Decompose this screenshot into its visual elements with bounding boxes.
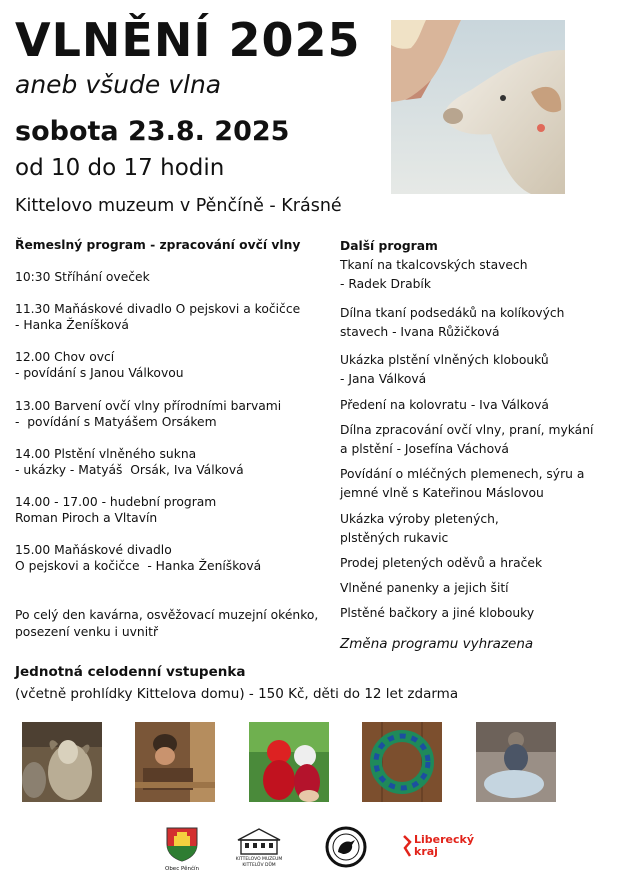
- other-item-podsedaky: Dílna tkaní podsedáků na kolíkových: [340, 306, 565, 320]
- kittelovo-muzeum-label: KITTELOVO MUZEUM: [235, 857, 283, 862]
- program-item-divadlo-1500-person: O pejskovi a kočičce - Hanka Ženíšková: [15, 559, 262, 573]
- other-item-povidani: Povídání o mléčných plemenech, sýru a: [340, 467, 585, 481]
- other-item-dilna-vlna-person: a plstění - Josefína Váchová: [340, 442, 509, 456]
- event-hours: od 10 do 17 hodin: [15, 155, 225, 181]
- crafts-program-column: [15, 0, 335, 660]
- photo-weaving-loom: [135, 722, 215, 802]
- program-item-barveni-person: - povídání s Matyášem Orsákem: [15, 415, 217, 429]
- other-program-heading: Další program: [340, 239, 438, 253]
- other-item-dilna-vlna: Dílna zpracování ovčí vlny, praní, mykání: [340, 423, 594, 437]
- other-item-povidani-person: jemné vlně s Kateřinou Máslovou: [340, 486, 544, 500]
- program-item-divadlo-1130: 11.30 Maňáskové divadlo O pejskovi a kočičce: [15, 302, 301, 316]
- other-item-klobouky: Ukázka plstění vlněných klobouků: [340, 353, 549, 367]
- photo-felting-wool: [476, 722, 556, 802]
- other-item-prodej: Prodej pletených oděvů a hraček: [340, 556, 543, 570]
- program-item-plsteni-person: - ukázky - Matyáš Orsák, Iva Válková: [15, 463, 244, 477]
- event-date: sobota 23.8. 2025: [15, 116, 290, 147]
- cafe-note-line-1: Po celý den kavárna, osvěžovací muzejní okénko,: [15, 608, 319, 622]
- other-item-predeni: Předení na kolovratu - Iva Válková: [340, 398, 549, 412]
- program-item-divadlo-1130-person: - Hanka Ženíšková: [15, 318, 129, 332]
- program-item-hudba-performer: Roman Piroch a Vltavín: [15, 511, 158, 525]
- kraj-mark-icon: [402, 834, 412, 858]
- kittelovo-muzeum-logo: [236, 826, 282, 856]
- program-item-stihani: 10:30 Stříhání oveček: [15, 270, 150, 284]
- other-item-rukavice: Ukázka výroby pletených,: [340, 512, 499, 526]
- program-item-divadlo-1500: 15.00 Maňáskové divadlo: [15, 543, 172, 557]
- program-item-chov-ovci: 12.00 Chov ovcí: [15, 350, 115, 364]
- round-raven-emblem: [325, 826, 367, 868]
- other-item-panenky: Vlněné panenky a jejich šití: [340, 581, 509, 595]
- crafts-program-heading: Řemeslný program - zpracování ovčí vlny: [15, 238, 301, 252]
- event-venue: Kittelovo muzeum v Pěnčíně - Krásné: [15, 196, 342, 216]
- kittelovo-dum-label: KITTELŮV DŮM: [242, 863, 276, 868]
- obec-pencin-coat-of-arms: [165, 826, 199, 862]
- other-item-tkani-person: - Radek Drabík: [340, 277, 431, 291]
- program-change-note: Změna programu vyhrazena: [340, 636, 534, 652]
- poster-title: VLNĚNÍ 2025: [15, 13, 361, 67]
- program-item-barveni: 13.00 Barvení ovčí vlny přírodními barvami: [15, 399, 282, 413]
- other-item-podsedaky-person: stavech - Ivana Růžičková: [340, 325, 500, 339]
- other-item-klobouky-person: - Jana Válková: [340, 372, 427, 386]
- admission-text: (včetně prohlídky Kittelova domu) - 150 Kč, děti do 12 let zdarma: [15, 686, 459, 702]
- program-item-chov-ovci-person: - povídání s Janou Válkovou: [15, 366, 184, 380]
- other-item-tkani: Tkaní na tkalcovských stavech: [340, 258, 528, 272]
- obec-pencin-label: Obec Pěnčín: [164, 866, 199, 872]
- kraj-name-line-1: Liberecký: [414, 833, 475, 846]
- other-program-column: [340, 0, 620, 660]
- program-item-hudba: 14.00 - 17.00 - hudební program: [15, 495, 217, 509]
- program-item-plsteni: 14.00 Plstění vlněného sukna: [15, 447, 197, 461]
- other-item-backory: Plstěné bačkory a jiné klobouky: [340, 606, 535, 620]
- other-item-rukavice-2: plstěných rukavic: [340, 531, 449, 545]
- photo-sheep-herd: [22, 722, 102, 802]
- admission-heading: Jednotná celodenní vstupenka: [15, 664, 246, 680]
- cafe-note-line-2: posezení venku i uvnitř: [15, 625, 159, 639]
- photo-felt-wreath: [362, 722, 442, 802]
- kraj-name-line-2: kraj: [414, 845, 438, 858]
- photo-puppets: [249, 722, 329, 802]
- poster-subtitle: aneb všude vlna: [15, 70, 222, 99]
